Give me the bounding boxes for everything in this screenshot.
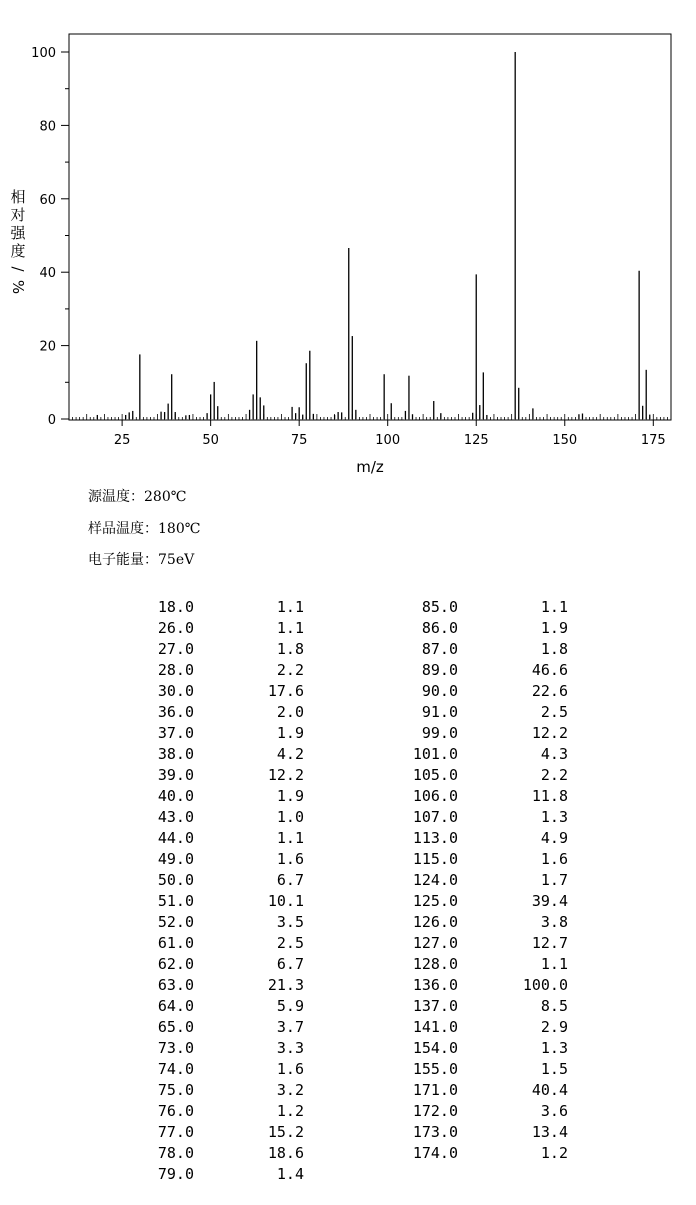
abundance-value: 100.0 [522,976,568,994]
y-tick-label: 100 [31,46,56,61]
y-axis-label [9,188,27,296]
y-tick-label: 20 [39,339,56,355]
mz-value: 30.0 [157,682,194,700]
table-row [398,1143,578,1164]
mz-value: 38.0 [157,745,194,763]
mz-value: 85.0 [421,598,458,616]
y-axis-label-char: 度 [10,242,26,260]
table-row [398,807,578,828]
table-row [134,933,314,954]
table-row [398,933,578,954]
abundance-value: 2.5 [540,703,568,721]
electron-energy: 电子能量：75eV [88,552,195,568]
mz-value: 78.0 [157,1144,194,1162]
table-row [398,1101,578,1122]
abundance-value: 1.3 [540,808,568,826]
abundance-value: 40.4 [531,1081,568,1099]
abundance-value: 1.2 [276,1102,304,1120]
mz-value: 37.0 [157,724,194,742]
abundance-value: 46.6 [531,661,568,679]
y-axis-label-char: 强 [10,224,26,242]
abundance-value: 1.8 [540,640,568,658]
abundance-value: 1.6 [276,1060,304,1078]
mz-value: 174.0 [412,1144,458,1162]
table-row [398,912,578,933]
abundance-value: 1.5 [540,1060,568,1078]
peak-bars [97,52,649,419]
table-row [134,597,314,618]
table-row [134,870,314,891]
abundance-value: 3.7 [276,1018,304,1036]
y-axis-label-char: 相 [10,188,26,206]
table-row [398,1059,578,1080]
mz-value: 18.0 [157,598,194,616]
abundance-value: 1.9 [540,619,568,637]
table-row [398,681,578,702]
abundance-value: 1.2 [540,1144,568,1162]
mz-value: 74.0 [157,1060,194,1078]
mz-value: 61.0 [157,934,194,952]
mz-value: 49.0 [157,850,194,868]
table-row [134,1101,314,1122]
abundance-value: 10.1 [267,892,304,910]
table-row [134,765,314,786]
x-tick-label: 75 [290,433,308,448]
mz-value: 171.0 [412,1081,458,1099]
abundance-value: 13.4 [531,1123,568,1141]
table-row [134,660,314,681]
table-row [134,807,314,828]
mz-value: 137.0 [412,997,458,1015]
abundance-value: 22.6 [531,682,568,700]
mz-value: 126.0 [412,913,458,931]
y-tick-label: 40 [39,266,56,282]
abundance-value: 1.4 [276,1165,304,1183]
y-tick-label: 80 [39,119,56,135]
y-axis-label-char: 对 [10,206,26,224]
mz-value: 155.0 [412,1060,458,1078]
abundance-value: 1.1 [276,598,304,616]
table-row [134,1080,314,1101]
table-row [134,1164,314,1185]
abundance-value: 21.3 [267,976,304,994]
table-row [134,891,314,912]
table-row [134,1059,314,1080]
mz-value: 124.0 [412,871,458,889]
mz-value: 50.0 [157,871,194,889]
y-tick-label: 0 [47,413,56,428]
table-row [398,975,578,996]
mz-value: 65.0 [157,1018,194,1036]
table-row [398,765,578,786]
mz-value: 105.0 [412,766,458,784]
table-row [398,702,578,723]
abundance-value: 1.6 [540,850,568,868]
x-minor-ticks [73,414,668,420]
mz-value: 128.0 [412,955,458,973]
mz-value: 172.0 [412,1102,458,1120]
abundance-value: 1.1 [276,619,304,637]
table-row [134,954,314,975]
abundance-value: 1.7 [540,871,568,889]
table-row [398,1017,578,1038]
mz-value: 27.0 [157,640,194,658]
table-row [398,744,578,765]
abundance-value: 15.2 [267,1123,304,1141]
abundance-value: 1.1 [540,598,568,616]
table-row [398,639,578,660]
table-row [134,912,314,933]
table-row [134,744,314,765]
table-row [134,849,314,870]
table-row [398,870,578,891]
mz-value: 99.0 [421,724,458,742]
mz-value: 87.0 [421,640,458,658]
mz-value: 89.0 [421,661,458,679]
abundance-value: 1.3 [540,1039,568,1057]
x-axis-label: m/z [356,458,384,476]
abundance-value: 2.2 [540,766,568,784]
table-row [398,1122,578,1143]
mz-value: 63.0 [157,976,194,994]
mz-value: 91.0 [421,703,458,721]
abundance-value: 8.5 [540,997,568,1015]
table-row [398,828,578,849]
abundance-value: 4.3 [540,745,568,763]
mz-value: 75.0 [157,1081,194,1099]
mz-value: 141.0 [412,1018,458,1036]
table-row [398,996,578,1017]
mz-value: 127.0 [412,934,458,952]
table-row [134,1017,314,1038]
mz-value: 113.0 [412,829,458,847]
table-row [398,597,578,618]
abundance-value: 1.0 [276,808,304,826]
x-tick-label: 175 [640,433,666,448]
mz-value: 106.0 [412,787,458,805]
mz-value: 154.0 [412,1039,458,1057]
abundance-value: 1.1 [276,829,304,847]
x-tick-label: 125 [463,433,489,448]
table-row [398,1038,578,1059]
table-row [398,660,578,681]
x-tick-label: 25 [113,433,131,448]
abundance-value: 2.2 [276,661,304,679]
abundance-value: 2.0 [276,703,304,721]
mz-value: 52.0 [157,913,194,931]
abundance-value: 3.6 [540,1102,568,1120]
abundance-value: 1.8 [276,640,304,658]
table-row [398,954,578,975]
abundance-value: 17.6 [267,682,304,700]
mz-value: 115.0 [412,850,458,868]
mz-value: 173.0 [412,1123,458,1141]
abundance-value: 6.7 [276,871,304,889]
abundance-value: 4.2 [276,745,304,763]
table-row [134,1038,314,1059]
peak-table-left [134,597,314,1185]
table-row [398,849,578,870]
mz-value: 28.0 [157,661,194,679]
abundance-value: 2.9 [540,1018,568,1036]
abundance-value: 11.8 [531,787,568,805]
mz-value: 86.0 [421,619,458,637]
table-row [134,639,314,660]
mz-value: 36.0 [157,703,194,721]
abundance-value: 12.7 [531,934,568,952]
x-axis [114,420,666,448]
table-row [134,723,314,744]
table-row [134,828,314,849]
mz-value: 73.0 [157,1039,194,1057]
mz-value: 26.0 [157,619,194,637]
mz-value: 40.0 [157,787,194,805]
abundance-value: 4.9 [540,829,568,847]
mz-value: 101.0 [412,745,458,763]
table-row [134,702,314,723]
y-tick-label: 60 [39,192,56,208]
abundance-value: 1.1 [540,955,568,973]
abundance-value: 3.3 [276,1039,304,1057]
plot-frame [69,34,671,420]
mz-value: 107.0 [412,808,458,826]
table-row [398,891,578,912]
mz-value: 62.0 [157,955,194,973]
abundance-value: 1.6 [276,850,304,868]
sample-temperature: 样品温度：180℃ [88,521,201,537]
mz-value: 76.0 [157,1102,194,1120]
source-temperature: 源温度：280℃ [88,489,187,505]
mz-value: 79.0 [157,1165,194,1183]
x-tick-label: 100 [375,433,401,448]
abundance-value: 12.2 [531,724,568,742]
table-row [134,618,314,639]
table-row [398,723,578,744]
y-axis-label-char: % [9,279,27,295]
mz-value: 43.0 [157,808,194,826]
abundance-value: 39.4 [531,892,568,910]
table-row [134,1143,314,1164]
abundance-value: 12.2 [267,766,304,784]
y-axis-label-char: / [9,266,27,272]
mass-spectrum-chart [0,0,696,480]
table-row [134,996,314,1017]
x-tick-label: 50 [202,433,219,448]
abundance-value: 1.9 [276,787,304,805]
mz-value: 125.0 [412,892,458,910]
mz-value: 136.0 [412,976,458,994]
mz-value: 64.0 [157,997,194,1015]
mz-value: 39.0 [157,766,194,784]
abundance-value: 18.6 [267,1144,304,1162]
abundance-value: 1.9 [276,724,304,742]
abundance-value: 3.2 [276,1081,304,1099]
table-row [134,681,314,702]
table-row [398,618,578,639]
abundance-value: 6.7 [276,955,304,973]
y-axis [31,46,69,428]
mz-value: 77.0 [157,1123,194,1141]
table-row [134,975,314,996]
table-row [398,1080,578,1101]
abundance-value: 3.8 [540,913,568,931]
abundance-value: 2.5 [276,934,304,952]
peak-table-right [398,597,578,1164]
mz-value: 51.0 [157,892,194,910]
mz-value: 90.0 [421,682,458,700]
table-row [398,786,578,807]
table-row [134,1122,314,1143]
x-tick-label: 150 [552,433,578,448]
table-row [134,786,314,807]
mz-value: 44.0 [157,829,194,847]
abundance-value: 5.9 [276,997,304,1015]
abundance-value: 3.5 [276,913,304,931]
